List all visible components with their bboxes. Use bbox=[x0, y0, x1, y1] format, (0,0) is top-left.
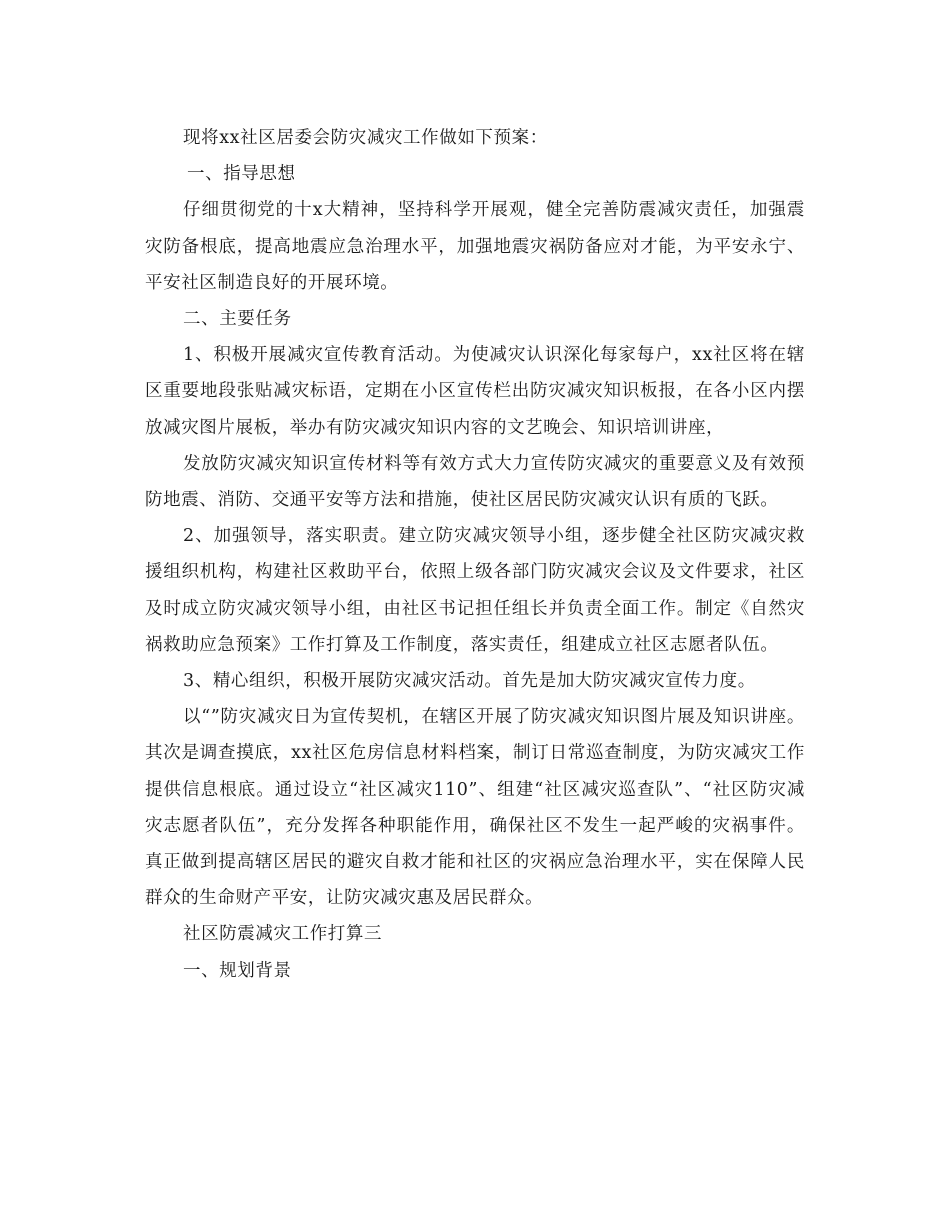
plan-three-title: 社区防震减灾工作打算三 bbox=[183, 924, 383, 945]
task-1-continuation-paragraph: 发放防灾减灾知识宣传材料等有效方式大力宣传防灾减灾的重要意义及有效预防地震、消防、交通平安等方法和措施，使社区居民防灾减灾认识有质的飞跃。 bbox=[145, 453, 805, 511]
section-heading-guiding-thought: 一、指导思想 bbox=[187, 164, 296, 185]
intro-paragraph: 现将xx社区居委会防灾减灾工作做如下预案： bbox=[183, 128, 548, 148]
document-body bbox=[145, 120, 805, 989]
guiding-thought-paragraph: 仔细贯彻党的十x大精神，坚持科学开展观，健全完善防震减灾责任，加强震灾防备根底，提高地震应急治理水平，加强地震灾祸防备应对才能，为平安永宁、平安社区制造良好的开展环境。 bbox=[145, 200, 805, 293]
task-3-continuation-paragraph: 以“”防灾减灾日为宣传契机，在辖区开展了防灾减灾知识图片展及知识讲座。其次是调查摸底，xx社区危房信息材料档案，制订日常巡查制度，为防灾减灾工作提供信息根底。通过设立“社区减灾110”、组建“社区减灾巡查队”、“社区防灾减灾志愿者队伍”，充分发挥各种职能作用，确保社区不发生一起严峻的灾祸事件。真正做到提高辖区居民的避灾自救才能和社区的灾祸应急治理水平，实在保障人民群众的生命财产平安，让防灾减灾惠及居民群众。 bbox=[145, 707, 805, 909]
section-heading-plan-background: 一、规划背景 bbox=[183, 960, 292, 981]
section-heading-main-tasks: 二、主要任务 bbox=[183, 309, 292, 330]
task-1-paragraph: 1、积极开展减灾宣传教育活动。为使减灾认识深化每家每户，xx社区将在辖区重要地段张贴减灾标语，定期在小区宣传栏出防灾减灾知识板报，在各小区内摆放减灾图片展板，举办有防灾减灾知识内容的文艺晚会、知识培训讲座， bbox=[145, 345, 805, 438]
task-3-paragraph: 3、精心组织，积极开展防灾减灾活动。首先是加大防灾减灾宣传力度。 bbox=[183, 671, 756, 692]
task-2-paragraph: 2、加强领导，落实职责。建立防灾减灾领导小组，逐步健全社区防灾减灾救援组织机构，构建社区救助平台，依照上级各部门防灾减灾会议及文件要求，社区及时成立防灾减灾领导小组，由社区书记担任组长并负责全面工作。制定《自然灾祸救助应急预案》工作打算及工作制度，落实责任，组建成立社区志愿者队伍。 bbox=[145, 526, 805, 655]
